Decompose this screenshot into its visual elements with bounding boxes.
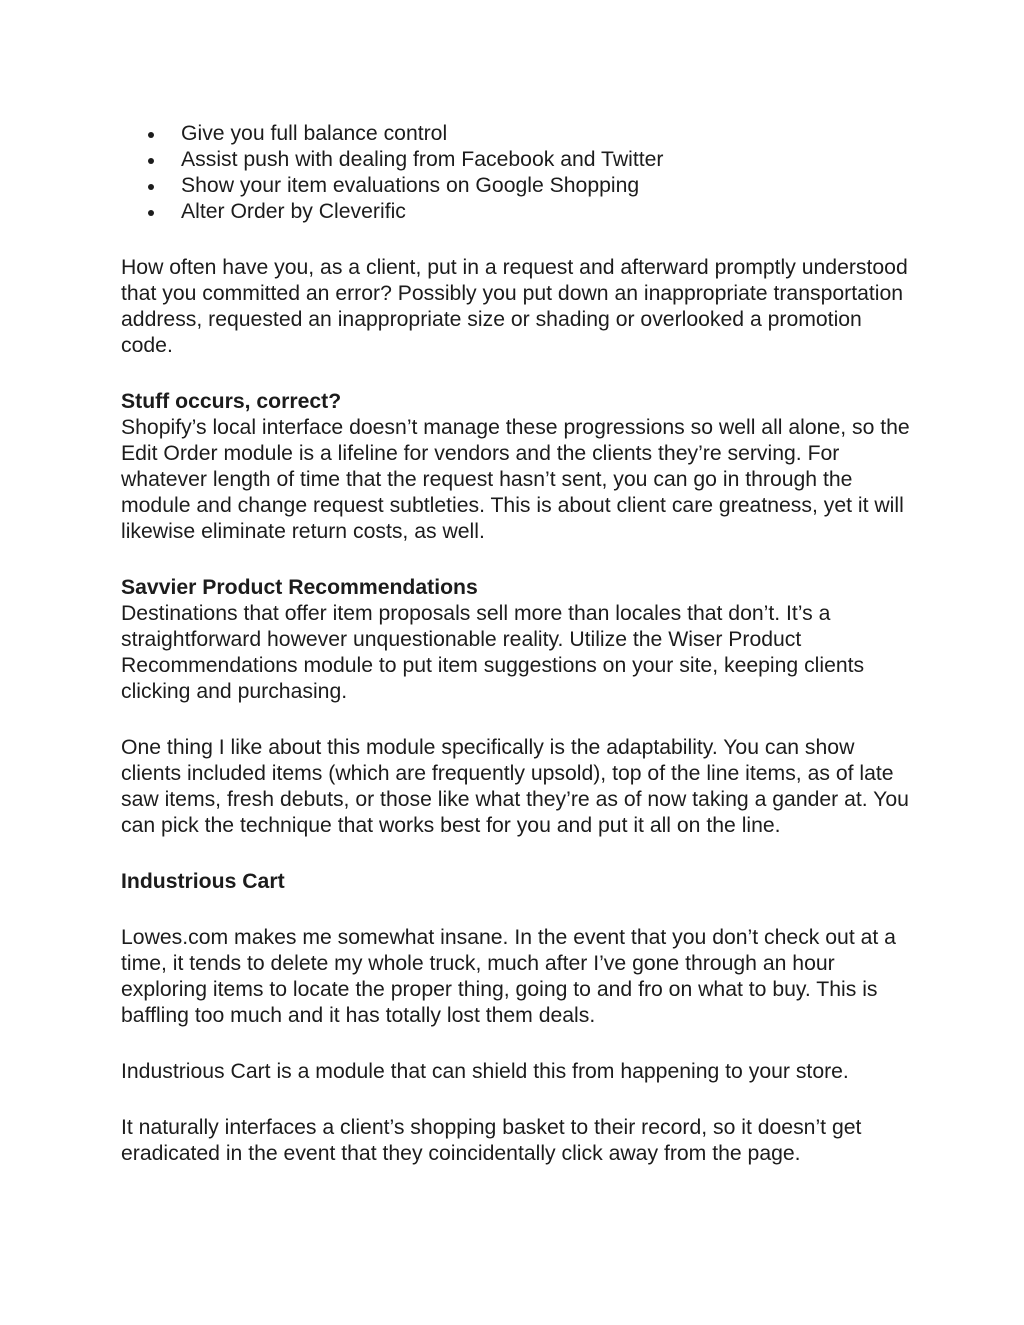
list-item (121, 173, 911, 199)
adaptability-paragraph: One thing I like about this module specifically is the adaptability. You can show clients included items (which are frequently upsold), top of the line items, as of late saw items, fresh debuts, or those like what they’re as of now taking a gander at. You can pick the technique that works best for you and put it all on the line. (121, 736, 909, 837)
bullet-list (121, 121, 911, 225)
bullet-icon (148, 132, 154, 138)
section-heading-industrious-cart: Industrious Cart (121, 870, 285, 893)
intro-paragraph: How often have you, as a client, put in a request and afterward promptly understood that you committed an error? Possibly you put down an inappropriate transportation address, requested an inappropriate size or shading or overlooked a promotion code. (121, 256, 908, 357)
bullet-icon (148, 158, 154, 164)
basket-paragraph: It naturally interfaces a client’s shopping basket to their record, so it doesn’t get eradicated in the event that they coincidentally click away from the page. (121, 1116, 862, 1165)
list-item (121, 121, 911, 147)
bullet-icon (148, 184, 154, 190)
bullet-icon (148, 210, 154, 216)
list-item-text: Assist push with dealing from Facebook and Twitter (181, 148, 664, 171)
list-item-text: Give you full balance control (181, 122, 448, 145)
shield-paragraph: Industrious Cart is a module that can shield this from happening to your store. (121, 1060, 849, 1083)
list-item (121, 199, 911, 225)
section-heading-savvier-product: Savvier Product Recommendations (121, 576, 478, 599)
lowes-paragraph: Lowes.com makes me somewhat insane. In the event that you don’t check out at a time, it tends to delete my whole truck, much after I’ve gone through an hour exploring items to locate the proper thing, going to and fro on what to buy. This is baffling too much and it has totally lost them deals. (121, 926, 896, 1027)
section-heading-stuff-occurs: Stuff occurs, correct? (121, 390, 342, 413)
document-page (121, 121, 911, 1167)
section-body-stuff-occurs: Shopify’s local interface doesn’t manage these progressions so well all alone, so the Edit Order module is a lifeline for vendors and the clients they’re serving. For whatever length of time that the request hasn’t sent, you can go in through the module and change request subtleties. This is about client care greatness, yet it will likewise eliminate return costs, as well. (121, 416, 910, 543)
list-item (121, 147, 911, 173)
list-item-text: Show your item evaluations on Google Shopping (181, 174, 640, 197)
section-body-savvier-product: Destinations that offer item proposals sell more than locales that don’t. It’s a straightforward however unquestionable reality. Utilize the Wiser Product Recommendations module to put item suggestions on your site, keeping clients clicking and purchasing. (121, 602, 865, 703)
list-item-text: Alter Order by Cleverific (181, 200, 406, 223)
